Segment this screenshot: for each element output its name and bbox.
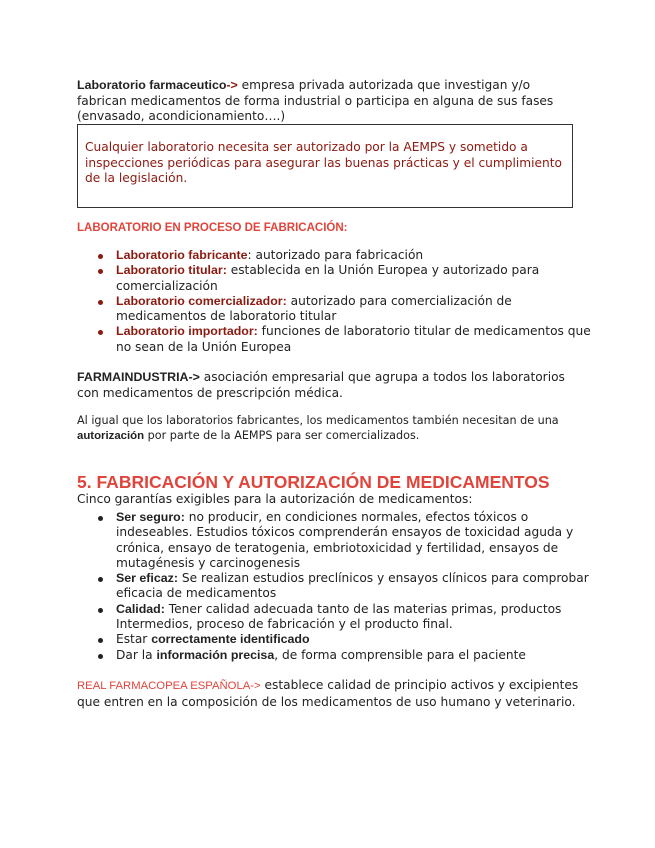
item-term: Laboratorio comercializador:	[116, 293, 287, 308]
intro-paragraph	[77, 78, 582, 125]
intro-arrow: ->	[226, 78, 238, 92]
intro-text: empresa privada autorizada que investigan y/o fabrican medicamentos de forma industrial o participa en alguna de sus fases (envasado, acondicionamiento….)	[77, 78, 554, 123]
item-term: Ser seguro:	[116, 510, 185, 524]
list-item	[77, 263, 592, 294]
item-term: información precisa	[156, 647, 275, 662]
real-farmacopea-paragraph	[77, 678, 582, 710]
farmaindustria-paragraph	[77, 370, 582, 401]
item-text: , de forma comprensible para el paciente	[274, 647, 526, 662]
item-term: Laboratorio fabricante	[116, 248, 248, 262]
section-5-intro: Cinco garantías exigibles para la autorización de medicamentos:	[77, 492, 473, 506]
real-text: establece calidad de principio activos y excipientes que entren en la composición de los medicamentos de uso humano y veterinario.	[77, 678, 579, 709]
item-term: Calidad:	[116, 601, 165, 616]
farma-text: asociación empresarial que agrupa a todos los laboratorios con medicamentos de prescripción médica.	[77, 370, 565, 400]
list-item	[77, 648, 592, 663]
box-text: Cualquier laboratorio necesita ser autorizado por la AEMPS y sometido a inspecciones periódicas para asegurar las buenas prácticas y el cumplimiento de la legislación.	[85, 140, 562, 185]
note-after: por parte de la AEMPS para ser comercializados.	[144, 428, 420, 442]
item-term: correctamente identificado	[151, 632, 310, 647]
item-text: establecida en la Unión Europea y autorizado para comercialización	[116, 263, 540, 293]
list-item	[77, 294, 592, 325]
item-pre: Estar	[116, 632, 152, 647]
list-item	[77, 324, 592, 355]
item-text: autorizado para comercialización de medicamentos de laboratorio titular	[116, 293, 512, 324]
item-text: funciones de laboratorio titular de medicamentos que no sean de la Unión Europea	[116, 324, 591, 354]
item-text: no producir, en condiciones normales, efectos tóxicos o indeseables. Estudios tóxicos comprenderán ensayos de toxicidad aguda y crónica, ensayo de teratogenia, embriotoxicidad y fertilidad, ensayos de mutagénesis y carcinogenesis	[116, 510, 574, 570]
intro-term: Laboratorio farmaceutico	[77, 78, 227, 92]
list-item	[77, 248, 592, 263]
note-term: autorización	[77, 429, 145, 442]
item-text: : autorizado para fabricación	[247, 248, 424, 262]
item-text: Tener calidad adecuada tanto de las materias primas, productos Intermedios, proceso de fabricación y el producto final.	[116, 601, 562, 632]
note-before: Al igual que los laboratorios fabricantes, los medicamentos también necesitan de una	[77, 414, 559, 427]
lab-section-heading: LABORATORIO EN PROCESO DE FABRICACIÓN:	[77, 222, 348, 234]
real-term: REAL FARMACOPEA ESPAÑOLA->	[77, 680, 261, 692]
farma-term: FARMAINDUSTRIA->	[77, 370, 200, 384]
item-term: Laboratorio titular:	[116, 263, 227, 278]
list-item	[77, 602, 592, 633]
item-pre: Dar la	[116, 647, 157, 662]
list-item	[77, 571, 592, 602]
list-item	[77, 510, 592, 571]
authorization-note	[77, 414, 582, 443]
guarantees-list	[77, 510, 592, 663]
item-text: Se realizan estudios preclínicos y ensayos clínicos para comprobar eficacia de medicamentos	[116, 571, 589, 601]
aemps-notice-box	[77, 124, 573, 208]
item-term: Laboratorio importador:	[116, 324, 258, 339]
section-5-heading: 5. FABRICACIÓN Y AUTORIZACIÓN DE MEDICAMENTOS	[77, 472, 550, 492]
lab-types-list	[77, 248, 592, 355]
list-item	[77, 632, 592, 647]
item-term: Ser eficaz:	[116, 571, 178, 586]
